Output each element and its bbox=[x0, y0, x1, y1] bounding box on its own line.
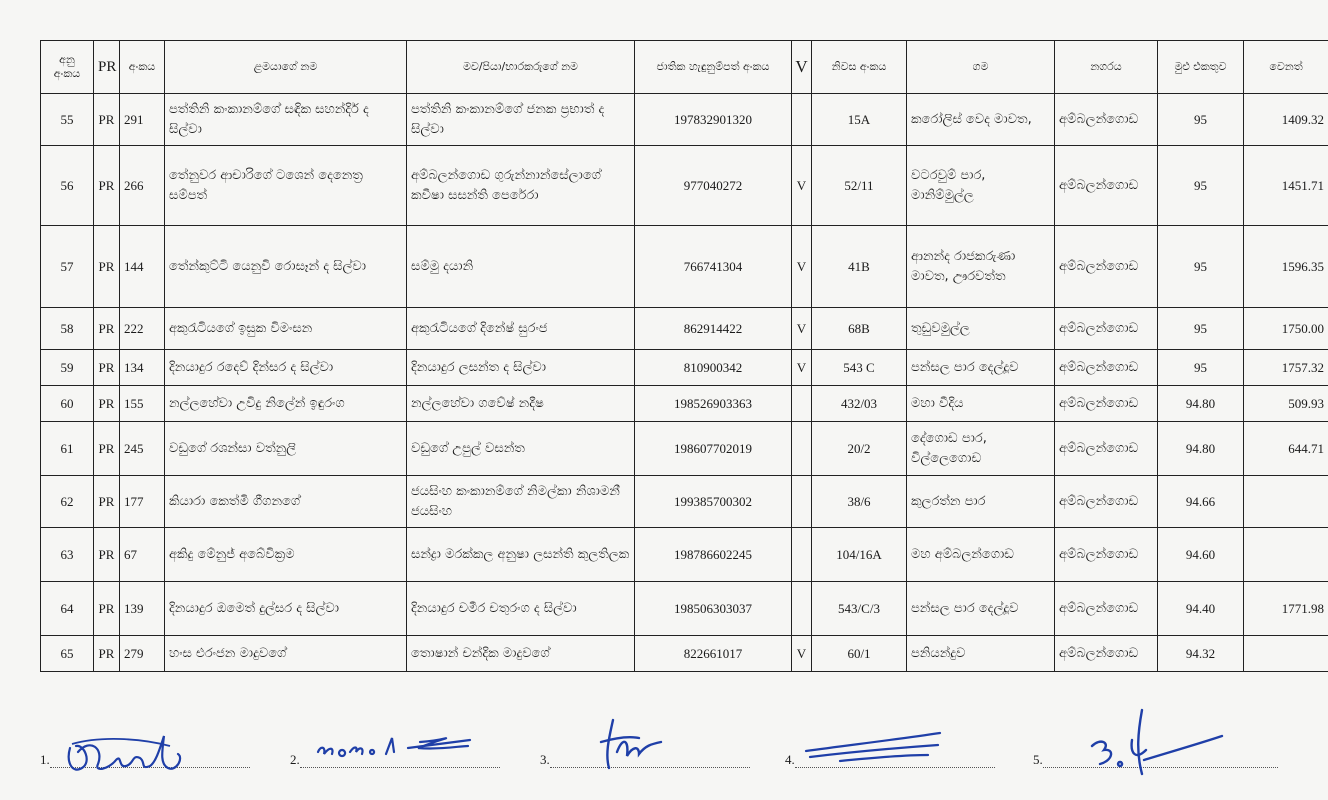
signature-line-2: 2. bbox=[290, 752, 500, 772]
parent-name: අම්බලන්ගොඩ ගුරුන්නාන්සේලාගේ කවීෂා සසන්ති පෙරේරා bbox=[407, 146, 635, 226]
table-row bbox=[41, 308, 1328, 350]
signature-5 bbox=[1080, 702, 1230, 780]
header-nic: ජාතික හැඳුනුම්පත් අංකය bbox=[635, 41, 792, 94]
row-number: 60 bbox=[41, 386, 94, 422]
table-body bbox=[41, 94, 1328, 672]
parent-name: දිනයාදුර ලසන්ත ද සිල්වා bbox=[407, 350, 635, 386]
row-number: 63 bbox=[41, 528, 94, 582]
total-marks: 94.40 bbox=[1158, 582, 1244, 636]
town-name: අම්බලන්ගොඩ bbox=[1055, 582, 1158, 636]
other-value: 509.93 bbox=[1244, 386, 1328, 422]
village-name: පන්සල පාර දෙල්දූව bbox=[907, 350, 1055, 386]
other-value bbox=[1244, 476, 1328, 528]
house-number: 20/2 bbox=[812, 422, 907, 476]
town-name: අම්බලන්ගොඩ bbox=[1055, 476, 1158, 528]
signature-2 bbox=[310, 718, 480, 768]
student-name: පත්තිනි කංකානම්ගේ සඳික සහන්දිර් ද සිල්වා bbox=[165, 94, 407, 146]
header-no: අනු අංකය bbox=[41, 41, 94, 94]
village-name: මහා වීදිය bbox=[907, 386, 1055, 422]
town-name: අම්බලන්ගොඩ bbox=[1055, 146, 1158, 226]
village-name: පනියන්දුව bbox=[907, 636, 1055, 672]
student-name: දිනයාදුර ඔමෙත් දුල්සර ද සිල්වා bbox=[165, 582, 407, 636]
house-number: 60/1 bbox=[812, 636, 907, 672]
other-value: 1771.98 bbox=[1244, 582, 1328, 636]
row-number: 56 bbox=[41, 146, 94, 226]
row-number: 58 bbox=[41, 308, 94, 350]
row-index: 144 bbox=[120, 226, 165, 308]
header-pr: PR bbox=[94, 41, 120, 94]
signature-line-1: 1. bbox=[40, 752, 250, 772]
table-row bbox=[41, 528, 1328, 582]
header-other: වෙනත් bbox=[1244, 41, 1328, 94]
student-name: වඩුගේ රශන්සා වත්නුලි bbox=[165, 422, 407, 476]
row-index: 266 bbox=[120, 146, 165, 226]
town-name: අම්බලන්ගොඩ bbox=[1055, 422, 1158, 476]
parent-name: වඩුගේ උපුල් වසන්ත bbox=[407, 422, 635, 476]
total-marks: 95 bbox=[1158, 226, 1244, 308]
header-total: මුළු එකතුව bbox=[1158, 41, 1244, 94]
nic-number: 862914422 bbox=[635, 308, 792, 350]
house-number: 52/11 bbox=[812, 146, 907, 226]
row-index: 139 bbox=[120, 582, 165, 636]
signature-1 bbox=[60, 718, 190, 782]
header-parent-name: මව/පියා/භාරකරුගේ නම bbox=[407, 41, 635, 94]
row-number: 62 bbox=[41, 476, 94, 528]
house-number: 104/16A bbox=[812, 528, 907, 582]
row-index: 291 bbox=[120, 94, 165, 146]
nic-number: 197832901320 bbox=[635, 94, 792, 146]
student-name: තේන්කුට්ටි යෙනුවි රොසෑන් ද සිල්වා bbox=[165, 226, 407, 308]
village-name: මහ අම්බලන්ගොඩ bbox=[907, 528, 1055, 582]
house-number: 41B bbox=[812, 226, 907, 308]
student-name: හංස එරංජන මාදුවගේ bbox=[165, 636, 407, 672]
row-index: 222 bbox=[120, 308, 165, 350]
table-row bbox=[41, 386, 1328, 422]
nic-number: 198786602245 bbox=[635, 528, 792, 582]
table-header bbox=[41, 41, 1328, 94]
v-mark: V bbox=[792, 146, 812, 226]
row-pr: PR bbox=[94, 146, 120, 226]
row-pr: PR bbox=[94, 94, 120, 146]
table-row bbox=[41, 146, 1328, 226]
row-number: 59 bbox=[41, 350, 94, 386]
house-number: 543/C/3 bbox=[812, 582, 907, 636]
house-number: 543 C bbox=[812, 350, 907, 386]
row-pr: PR bbox=[94, 350, 120, 386]
town-name: අම්බලන්ගොඩ bbox=[1055, 94, 1158, 146]
other-value: 1596.35 bbox=[1244, 226, 1328, 308]
row-pr: PR bbox=[94, 636, 120, 672]
nic-number: 199385700302 bbox=[635, 476, 792, 528]
nic-number: 198506303037 bbox=[635, 582, 792, 636]
row-index: 134 bbox=[120, 350, 165, 386]
town-name: අම්බලන්ගොඩ bbox=[1055, 226, 1158, 308]
other-value: 1757.32 bbox=[1244, 350, 1328, 386]
town-name: අම්බලන්ගොඩ bbox=[1055, 636, 1158, 672]
total-marks: 94.80 bbox=[1158, 386, 1244, 422]
town-name: අම්බලන්ගොඩ bbox=[1055, 350, 1158, 386]
header-town: නගරය bbox=[1055, 41, 1158, 94]
total-marks: 94.32 bbox=[1158, 636, 1244, 672]
parent-name: සන්ද්‍රා මරක්කල අනුෂා ලසන්ති කුලතිලක bbox=[407, 528, 635, 582]
v-mark: V bbox=[792, 350, 812, 386]
v-mark bbox=[792, 422, 812, 476]
village-name: වටරවුම් පාර, මානිම්මුල්ල bbox=[907, 146, 1055, 226]
total-marks: 94.66 bbox=[1158, 476, 1244, 528]
v-mark: V bbox=[792, 636, 812, 672]
other-value: 1750.00 bbox=[1244, 308, 1328, 350]
v-mark: V bbox=[792, 308, 812, 350]
other-value: 1451.71 bbox=[1244, 146, 1328, 226]
parent-name: සම්මු දයානි bbox=[407, 226, 635, 308]
row-number: 65 bbox=[41, 636, 94, 672]
total-marks: 95 bbox=[1158, 308, 1244, 350]
row-index: 67 bbox=[120, 528, 165, 582]
village-name: ආනන්ද රාජකරුණා මාවත, ඌරවත්ත bbox=[907, 226, 1055, 308]
row-pr: PR bbox=[94, 308, 120, 350]
parent-name: ජයසිංහ කංකානම්ගේ නිමල්කා නිශාමනී ජයසිංහ bbox=[407, 476, 635, 528]
row-pr: PR bbox=[94, 422, 120, 476]
header-v: V bbox=[792, 41, 812, 94]
student-name: කියාරා කෙත්මි ගීගනගේ bbox=[165, 476, 407, 528]
row-index: 155 bbox=[120, 386, 165, 422]
parent-name: අකුරැටියගේ දිනේෂ් සුරංජ bbox=[407, 308, 635, 350]
v-mark bbox=[792, 582, 812, 636]
parent-name: තොෂාන් චන්දික මාදුවගේ bbox=[407, 636, 635, 672]
row-number: 61 bbox=[41, 422, 94, 476]
v-mark bbox=[792, 528, 812, 582]
village-name: කුලරත්න පාර bbox=[907, 476, 1055, 528]
signature-line-5: 5. bbox=[1033, 752, 1278, 772]
house-number: 15A bbox=[812, 94, 907, 146]
row-pr: PR bbox=[94, 582, 120, 636]
student-name: තේනුවර ආචාරිගේ ටශෙන් දෙනෙත්‍ර සම්පත් bbox=[165, 146, 407, 226]
other-value bbox=[1244, 636, 1328, 672]
student-name: නල්ලහේවා උවිදු නිලේන් ඉඳුරංග bbox=[165, 386, 407, 422]
signature-3 bbox=[595, 712, 675, 774]
row-number: 55 bbox=[41, 94, 94, 146]
table-row bbox=[41, 476, 1328, 528]
town-name: අම්බලන්ගොඩ bbox=[1055, 528, 1158, 582]
v-mark: V bbox=[792, 226, 812, 308]
parent-name: පත්තිනි කංකානම්ගේ ජනක ප්‍රභාත් ද සිල්වා bbox=[407, 94, 635, 146]
row-index: 245 bbox=[120, 422, 165, 476]
village-name: කරෝලිස් වෙද මාවත, bbox=[907, 94, 1055, 146]
header-index: අංකය bbox=[120, 41, 165, 94]
house-number: 38/6 bbox=[812, 476, 907, 528]
other-value bbox=[1244, 528, 1328, 582]
table-row bbox=[41, 582, 1328, 636]
nic-number: 977040272 bbox=[635, 146, 792, 226]
student-name: අකිදු මේනුජ් අබේවික්‍රම bbox=[165, 528, 407, 582]
town-name: අම්බලන්ගොඩ bbox=[1055, 386, 1158, 422]
nic-number: 822661017 bbox=[635, 636, 792, 672]
row-index: 177 bbox=[120, 476, 165, 528]
row-index: 279 bbox=[120, 636, 165, 672]
parent-name: දිනයාදුර චමීර චතුරංග ද සිල්වා bbox=[407, 582, 635, 636]
row-pr: PR bbox=[94, 226, 120, 308]
student-name: දිනයාදුර රදෙව් දින්සර ද සිල්වා bbox=[165, 350, 407, 386]
header-student-name: ළමයාගේ නම bbox=[165, 41, 407, 94]
nic-number: 766741304 bbox=[635, 226, 792, 308]
row-pr: PR bbox=[94, 528, 120, 582]
nic-number: 810900342 bbox=[635, 350, 792, 386]
table-row bbox=[41, 422, 1328, 476]
total-marks: 95 bbox=[1158, 146, 1244, 226]
row-pr: PR bbox=[94, 386, 120, 422]
table-row bbox=[41, 636, 1328, 672]
v-mark bbox=[792, 476, 812, 528]
student-name: අකුරැටියගේ ඉසුක විමංසන bbox=[165, 308, 407, 350]
nic-number: 198526903363 bbox=[635, 386, 792, 422]
data-table bbox=[40, 40, 1328, 672]
house-number: 432/03 bbox=[812, 386, 907, 422]
table-row bbox=[41, 94, 1328, 146]
house-number: 68B bbox=[812, 308, 907, 350]
village-name: තුඩුවමුල්ල bbox=[907, 308, 1055, 350]
total-marks: 95 bbox=[1158, 350, 1244, 386]
v-mark bbox=[792, 386, 812, 422]
header-house-no: නිවස අංකය bbox=[812, 41, 907, 94]
table-row bbox=[41, 350, 1328, 386]
village-name: දේගොඩ පාර, විල්ලෙගොඩ bbox=[907, 422, 1055, 476]
parent-name: නල්ලහේවා ගවේෂ් නදීෂ bbox=[407, 386, 635, 422]
header-village: ගම bbox=[907, 41, 1055, 94]
nic-number: 198607702019 bbox=[635, 422, 792, 476]
row-number: 64 bbox=[41, 582, 94, 636]
village-name: පන්සල පාර දෙල්දූව bbox=[907, 582, 1055, 636]
table-row bbox=[41, 226, 1328, 308]
row-number: 57 bbox=[41, 226, 94, 308]
signature-line-4: 4. bbox=[785, 752, 995, 772]
signature-line-3: 3. bbox=[540, 752, 750, 772]
town-name: අම්බලන්ගොඩ bbox=[1055, 308, 1158, 350]
other-value: 644.71 bbox=[1244, 422, 1328, 476]
signature-4 bbox=[800, 725, 950, 770]
total-marks: 95 bbox=[1158, 94, 1244, 146]
other-value: 1409.32 bbox=[1244, 94, 1328, 146]
v-mark bbox=[792, 94, 812, 146]
total-marks: 94.80 bbox=[1158, 422, 1244, 476]
total-marks: 94.60 bbox=[1158, 528, 1244, 582]
row-pr: PR bbox=[94, 476, 120, 528]
